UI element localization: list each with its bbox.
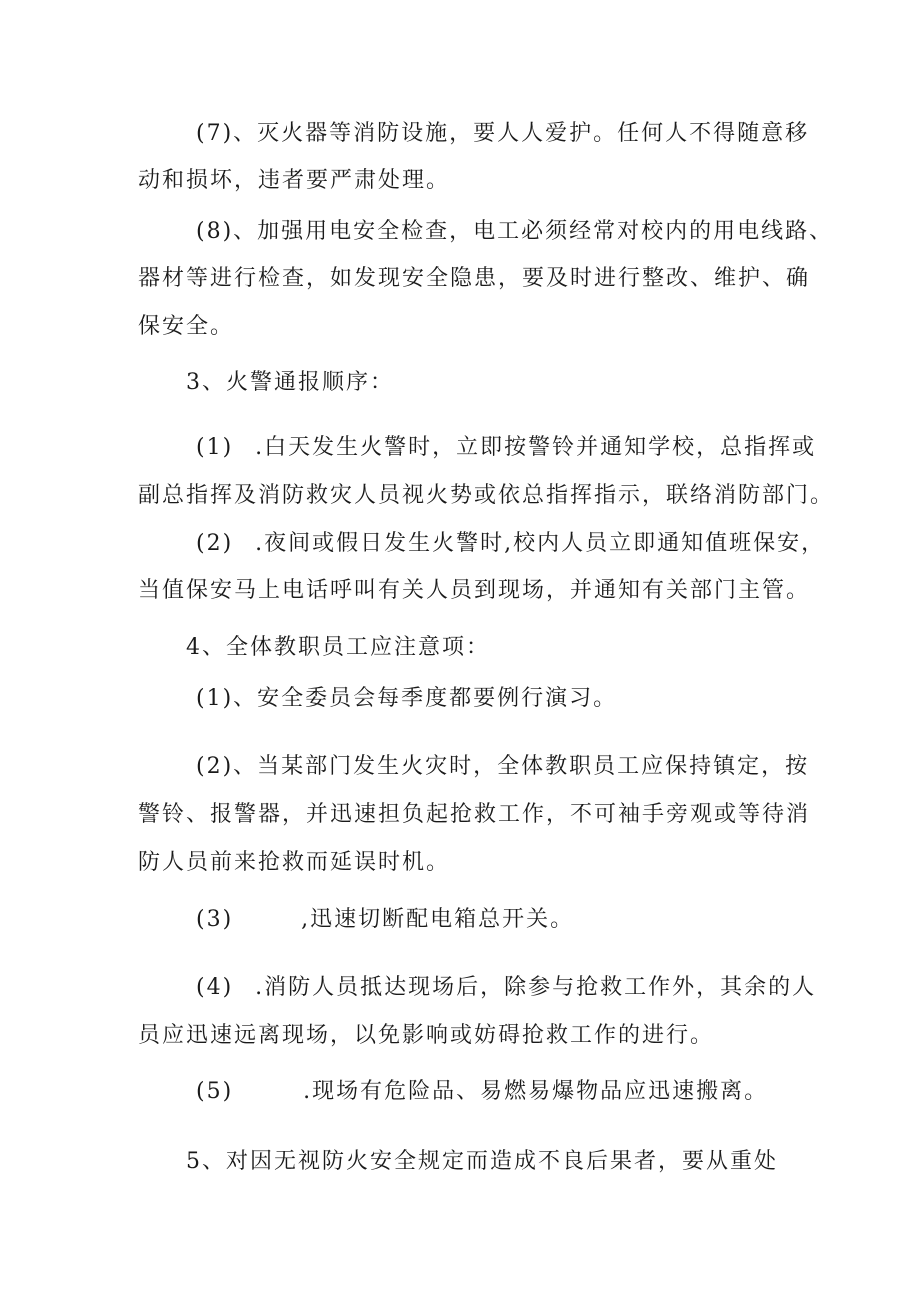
item-text: .夜间或假日发生火警时,校内人员立即通知值班保安， xyxy=(255,531,826,556)
paragraph-line: 警铃、报警器，并迅速担负起抢救工作，不可袖手旁观或等待消 xyxy=(138,802,811,827)
paragraph-line xyxy=(196,972,856,1004)
paragraph-line: 动和损坏，违者要严肃处理。 xyxy=(138,168,451,193)
paragraph-line: (2)、当某部门发生火灾时，全体教职员工应保持镇定，按 xyxy=(196,754,810,779)
item-number: (1) xyxy=(196,435,234,460)
item-number: (4) xyxy=(196,975,234,1000)
paragraph-line: (1)、安全委员会每季度都要例行演习。 xyxy=(196,686,618,711)
paragraph-line: (8)、加强用电安全检查，电工必须经常对校内的用电线路、 xyxy=(196,219,834,244)
paragraph-line: 副总指挥及消防救灾人员视火势或依总指挥指示，联络消防部门。 xyxy=(138,483,835,508)
paragraph-line xyxy=(196,432,856,464)
paragraph-line xyxy=(196,1076,856,1108)
paragraph-line: 5、对因无视防火安全规定而造成不良后果者，要从重处 xyxy=(186,1149,778,1174)
item-text: ,迅速切断配电箱总开关。 xyxy=(301,907,575,932)
paragraph-line: 器材等进行检查，如发现安全隐患，要及时进行整改、维护、确 xyxy=(138,266,811,291)
section-heading: 3、火警通报顺序： xyxy=(186,370,394,395)
item-text: .现场有危险品、易燃易爆物品应迅速搬离。 xyxy=(303,1079,769,1104)
item-number: (3) xyxy=(196,907,234,932)
paragraph-line: 当值保安马上电话呼叫有关人员到现场，并通知有关部门主管。 xyxy=(138,578,811,603)
section-heading: 4、全体教职员工应注意项： xyxy=(186,635,490,660)
paragraph-line xyxy=(196,528,856,560)
item-text: .白天发生火警时，立即按警铃并通知学校，总指挥或 xyxy=(255,435,817,460)
paragraph-line: (7)、灭火器等消防设施，要人人爱护。任何人不得随意移 xyxy=(196,121,810,146)
item-number: (5) xyxy=(196,1079,234,1104)
paragraph-line: 防人员前来抢救而延误时机。 xyxy=(138,850,451,875)
item-text: .消防人员抵达现场后，除参与抢救工作外，其余的人 xyxy=(255,975,817,1000)
paragraph-line xyxy=(196,904,856,936)
paragraph-line: 员应迅速远离现场，以免影响或妨碍抢救工作的进行。 xyxy=(138,1023,715,1048)
paragraph-line: 保安全。 xyxy=(138,314,235,339)
item-number: (2) xyxy=(196,531,234,556)
